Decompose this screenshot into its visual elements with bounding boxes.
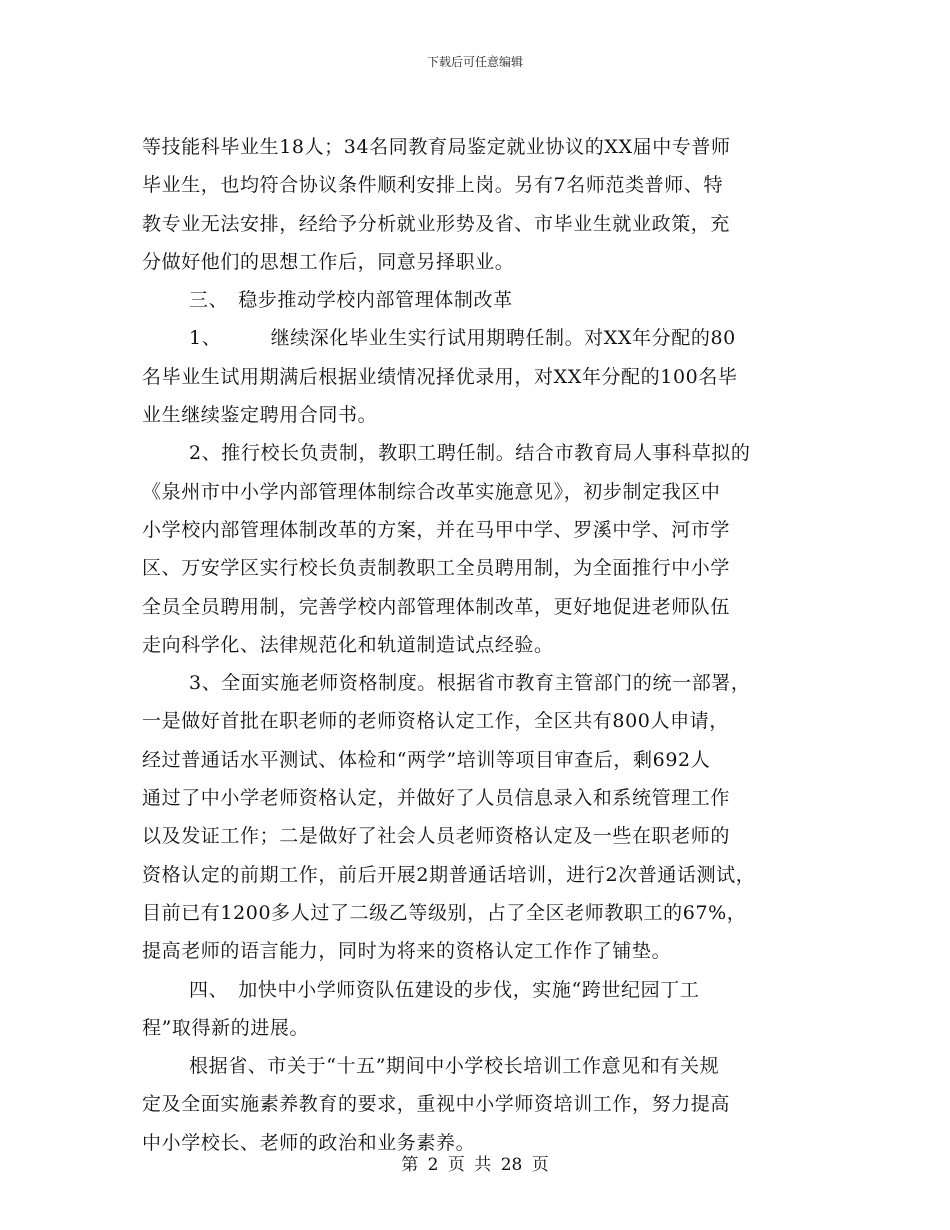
section-heading: 三、 稳步推动学校内部管理体制改革 (189, 289, 513, 312)
text-line: 3、全面实施老师资格制度。根据省市教育主管部门的统一部署， (189, 672, 751, 695)
text-line: 目前已有1200多人过了二级乙等级别，占了全区老师教职工的67%， (142, 901, 747, 924)
text-line: 全员全员聘用制，完善学校内部管理体制改革，更好地促进老师队伍 (142, 595, 731, 618)
text-line: 毕业生，也均符合协议条件顺利安排上岗。另有7名师范类普师、特 (142, 174, 724, 197)
page-header: 下载后可任意编辑 (426, 55, 523, 69)
text-line: 名毕业生试用期满后根据业绩情况择优录用，对XX年分配的100名毕 (142, 365, 738, 388)
text-line: 提高老师的语言能力，同时为将来的资格认定工作作了铺垫。 (142, 940, 672, 963)
text-line: 资格认定的前期工作，前后开展2期普通话培训，进行2次普通话测试， (142, 863, 756, 886)
document-body (142, 128, 832, 1162)
text-line: 教专业无法安排，经给予分析就业形势及省、市毕业生就业政策，充 (142, 212, 731, 235)
text-line: 定及全面实施素养教育的要求，重视中小学师资培训工作，努力提高 (142, 1093, 731, 1116)
text-line: 1、 继续深化毕业生实行试用期聘任制。对XX年分配的80 (189, 327, 736, 350)
text-line: 等技能科毕业生18人；34名同教育局鉴定就业协议的XX届中专普师 (142, 136, 731, 158)
text-line: 业生继续鉴定聘用合同书。 (142, 404, 378, 427)
text-line: 程”取得新的进展。 (142, 1016, 310, 1039)
text-line: 《泉州市中小学内部管理体制综合改革实施意见》，初步制定我区中 (142, 480, 721, 503)
text-line: 分做好他们的思想工作后，同意另择职业。 (142, 250, 515, 273)
text-line: 中小学校长、老师的政治和业务素养。 (142, 1131, 476, 1154)
text-line: 小学校内部管理体制改革的方案，并在马甲中学、罗溪中学、河市学 (142, 518, 731, 541)
text-line: 经过普通话水平测试、体检和“两学”培训等项目审查后，剩692人 (142, 748, 711, 771)
text-line: 2、推行校长负责制，教职工聘任制。结合市教育局人事科草拟的 (189, 442, 751, 465)
text-line: 走向科学化、法律规范化和轨道制造试点经验。 (142, 633, 554, 656)
text-line: 通过了中小学老师资格认定，并做好了人员信息录入和系统管理工作 (142, 787, 731, 810)
text-line: 一是做好首批在职老师的老师资格认定工作，全区共有800人申请， (142, 710, 729, 733)
page-footer: 第 2 页 共 28 页 (401, 1155, 549, 1175)
text-line: 以及发证工作；二是做好了社会人员老师资格认定及一些在职老师的 (142, 825, 731, 848)
section-heading: 四、 加快中小学师资队伍建设的步伐，实施“跨世纪园丁工 (189, 978, 700, 1001)
text-line: 根据省、市关于“十五”期间中小学校长培训工作意见和有关规 (189, 1055, 720, 1078)
text-line: 区、万安学区实行校长负责制教职工全员聘用制，为全面推行中小学 (142, 557, 731, 580)
